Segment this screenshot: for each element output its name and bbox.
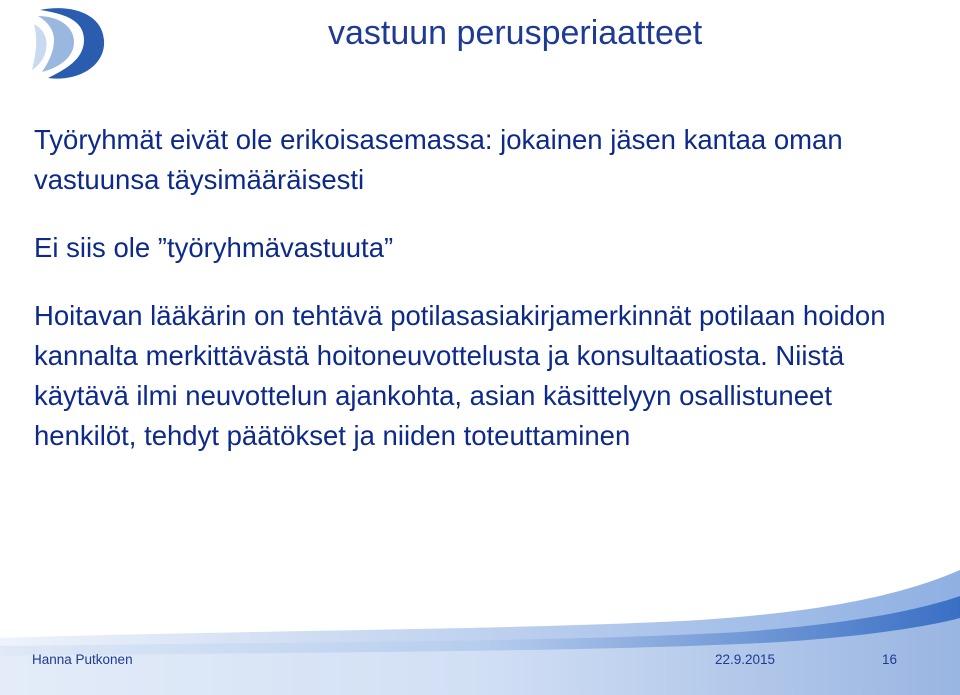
footer-date: 22.9.2015 bbox=[715, 652, 776, 667]
slide-body bbox=[34, 120, 934, 484]
paragraph-no-group-liability: Ei siis ole ”työryhmävastuuta” bbox=[34, 232, 394, 263]
logo-icon bbox=[28, 2, 108, 82]
footer-page-number: 16 bbox=[882, 652, 898, 667]
footer-author: Hanna Putkonen bbox=[32, 652, 133, 667]
footer-wave-decoration bbox=[0, 560, 960, 695]
slide-title: vastuun perusperiaatteet bbox=[328, 14, 703, 52]
paragraph-workgroups: Työryhmät eivät ole erikoisasemassa: jokainen jäsen kantaa oman vastuunsa täysimääräisesti bbox=[34, 124, 843, 195]
paragraph-physician-records: Hoitavan lääkärin on tehtävä potilasasiakirjamerkinnät potilaan hoidon kannalta merkittävästä hoitoneuvottelusta ja konsultaatiosta. Niistä käytävä ilmi neuvottelun ajankohta, asian käsittelyyn osallistuneet henkilöt, tehdyt päätökset ja niiden toteuttaminen bbox=[34, 300, 886, 451]
